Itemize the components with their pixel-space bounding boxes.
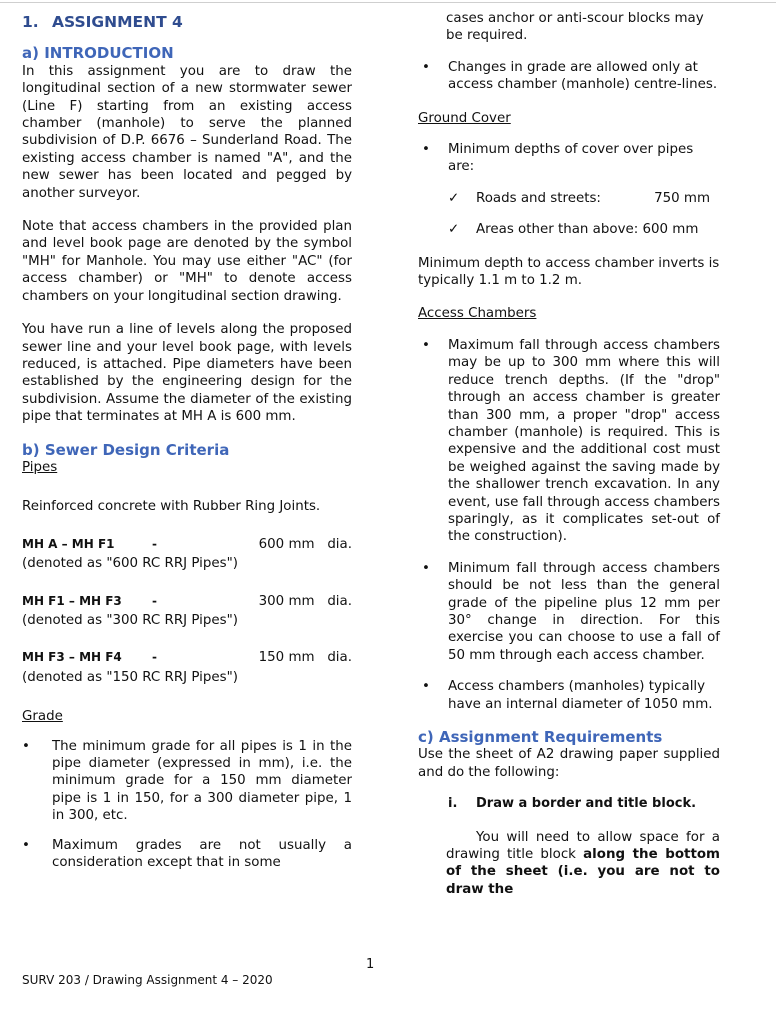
- pipe-size: 150 mm dia.: [258, 650, 352, 666]
- section-number: 1.: [22, 13, 39, 31]
- right-column: [418, 10, 720, 898]
- check-icon: ✓: [448, 222, 460, 238]
- section-title: ASSIGNMENT 4: [52, 13, 183, 31]
- requirement-paragraph-bold: along the bottom of the sheet (i.e. you are not to draw the: [446, 847, 720, 897]
- requirements-heading: c) Assignment Requirements: [418, 728, 663, 746]
- pipe-size: 300 mm dia.: [258, 593, 352, 609]
- requirement-paragraph-normal: You will need to allow space for a drawing title block: [446, 829, 720, 863]
- cover-label: Roads and streets:: [476, 190, 601, 206]
- footer-text: SURV 203 / Drawing Assignment 4 – 2020: [22, 973, 273, 987]
- top-rule: [0, 2, 776, 3]
- pipe-dash: -: [152, 650, 157, 665]
- pipe-note: (denoted as "600 RC RRJ Pipes"): [22, 556, 238, 572]
- access-bullet: • Access chambers (manholes) typically have an internal diameter of 1050 mm.: [418, 678, 720, 713]
- access-bullet: • Minimum fall through access chambers should be not less than the general grade of the pipeline plus 12 mm per 30° change in direction. For this exercise you can choose to use a fall of 50 mm through each access chamber.: [418, 560, 720, 664]
- intro-paragraph-2: Note that access chambers in the provided plan and level book page are denoted by the symbol "MH" for Manhole. You may use either "AC" (for access chamber) or "MH" to denote access chambers on your longitudinal section drawing.: [22, 219, 352, 304]
- cover-item: [418, 190, 720, 207]
- pipe-segment: MH F3 – MH F4: [22, 650, 122, 665]
- grade-bullet: • The minimum grade for all pipes is 1 in the pipe diameter (expressed in mm), i.e. the minimum grade for a 150 mm diameter pipe is 1 in 150, for a 300 diameter pipe, 1 in 300, etc.: [22, 738, 352, 825]
- intro-paragraph-3: You have run a line of levels along the proposed sewer line and your level book page, with levels reduced, is attached. Pipe diameters have been established by the engineering design for the subdivision. Assume the diameter of the existing pipe that terminates at MH A is 600 mm.: [22, 322, 352, 425]
- design-heading: b) Sewer Design Criteria: [22, 440, 230, 459]
- pipe-segment: MH F1 – MH F3: [22, 593, 122, 608]
- pipe-row: [22, 649, 352, 666]
- left-column: [22, 10, 352, 871]
- intro-heading: a) INTRODUCTION: [22, 44, 174, 63]
- grade-change-bullet: • Changes in grade are allowed only at access chamber (manhole) centre-lines.: [418, 59, 720, 94]
- intro-paragraph-1: In this assignment you are to draw the longitudinal section of a new stormwater sewer (Line F) starting from an existing access chamber (manhole) to serve the planned subdivision of D.P. 6676 – Sunderland Road. The existing access chamber is named "A", and the new sewer has been located and pegged by another surveyor.: [22, 63, 352, 201]
- cover-label: Areas other than above: 600 mm: [476, 222, 699, 238]
- requirement-text: Draw a border and title block.: [476, 796, 697, 812]
- pipe-row: [22, 593, 352, 610]
- check-icon: ✓: [448, 190, 460, 206]
- cover-value: 750 mm: [654, 190, 710, 206]
- pipe-note: (denoted as "150 RC RRJ Pipes"): [22, 669, 238, 685]
- access-heading: Access Chambers: [418, 306, 537, 322]
- pipe-segment: MH A – MH F1: [22, 536, 115, 551]
- requirement-paragraph: [418, 829, 720, 899]
- pipe-row: [22, 536, 352, 553]
- cover-item: [418, 221, 720, 238]
- pipe-dash: -: [152, 536, 157, 551]
- invert-text: Minimum depth to access chamber inverts is typically 1.1 m to 1.2 m.: [418, 255, 720, 289]
- page-number: 1: [366, 957, 375, 972]
- pipes-heading: Pipes: [22, 459, 58, 475]
- requirements-intro: Use the sheet of A2 drawing paper supplied and do the following:: [418, 747, 720, 780]
- grade-bullet: • Maximum grades are not usually a consideration except that in some: [22, 837, 352, 872]
- access-bullet: • Maximum fall through access chambers may be up to 300 mm where this will reduce trench depths. (If the "drop" through an access chamber is greater than 300 mm, a proper "drop" access chamber (manhole) is required. This is expensive and the additional cost must be weighed against the saving made by the shallower trench excavation. In any event, use fall through access chambers sparingly, as it complicates set-out of the construction).: [418, 337, 720, 546]
- pipe-size: 600 mm dia.: [258, 536, 352, 552]
- grade-heading: Grade: [22, 709, 63, 725]
- cover-bullet: • Minimum depths of cover over pipes are:: [418, 141, 720, 176]
- pipes-text: Reinforced concrete with Rubber Ring Joints.: [22, 499, 321, 515]
- pipe-note: (denoted as "300 RC RRJ Pipes"): [22, 612, 238, 628]
- requirement-number: i.: [448, 796, 458, 812]
- requirement-item: [418, 795, 720, 812]
- section-heading: [22, 14, 352, 31]
- ground-cover-heading: Ground Cover: [418, 110, 511, 126]
- continuation-text: cases anchor or anti-scour blocks may be required.: [446, 11, 704, 44]
- pipe-dash: -: [152, 593, 157, 608]
